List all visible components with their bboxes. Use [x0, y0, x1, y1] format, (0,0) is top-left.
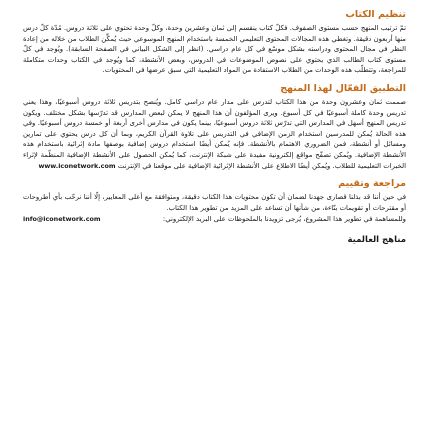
section-body-text: صممت ثمان وعشرون وحدة من هذا الكتاب لتدرس على مدار عام دراسي كامل. ويُنصح بتدريس ثلاثة دروس أسبوعيًا، وهذا يعني تدريس وحدة كاملة أسبوعيًا في كل أسبوع. ويرى المؤلفون أن هذا المنهج لا يمكن لبعض المدارس قد تدرّسها بشكل مختلف. ويكون تدريس المنهج أسهل في المدارس التي تدرّس ثلاثة دروس أسبوعيًا، بينما يكون في مدارس أخرى أربعة أو خمسة دروس أسبوعيًا. وفي هذه الحالة يُمكن للمدرسين استخدام الزمن الإضافي في التدريس على تلاوة القرآن الكريم، وبما أن كل درس يحتوي على تمارين ومسائل أو أنشطة، فمن الضروري الاهتمام بالأنشطة. فإنه يُمكن أيضًا استخدام دروس إضافية بوصفها مادة إثرائية باستخدام هذه الأنشطة الإضافية. ويُمكن تصفّح مواقع إلكترونية مفيدة على شبكة الإنترنت، كما يُمكن الحصول على الأنشطة الإضافية المنظّمة لإثراء الخبرات التعليمية للطلاب. ويُمكن أيضًا الاطلاع على الأنشطة الإثرائية الإضافية على موقعنا في الإنترنت — [23, 97, 406, 170]
section-effective-application — [23, 82, 406, 171]
section-heading: التطبيق الفعّال لهذا المنهج — [280, 82, 406, 94]
contact-text: وللمساهمة في تطوير هذا المشروع، يُرجى تزويدنا بالملحوظات على البريد الإلكتروني: — [162, 215, 406, 224]
section-heading: مراجعة وتقييم — [338, 178, 406, 190]
document-page — [23, 8, 406, 424]
contact-email-link[interactable]: info@iconetwork.com — [23, 215, 101, 224]
section-body: في حين أننا قد بذلنا قصارى جهدنا لضمان أن تكون محتويات هذا الكتاب دقيقة، ومتوافقة مع أعلى المعايير، إلّا أننا نرحّب بأي أطروحات أو مقترحات أو تقويمات بنّاءة، من شأنها أن تساعد على المزيد من تطوير هذا الكتاب. — [23, 193, 406, 212]
section-book-organization — [23, 8, 406, 76]
section-body — [23, 97, 406, 171]
section-review-evaluation — [23, 177, 406, 225]
section-heading: تنظيم الكتاب — [345, 9, 406, 20]
publisher-signature: مناهج العالمية — [347, 234, 406, 245]
website-link[interactable]: www.iconetwork.com — [38, 161, 116, 170]
contact-line — [23, 214, 406, 225]
section-body: تمّ ترتيب المنهج حسب مستوى الصفوف. فكلّ كتاب ينقسم إلى ثمان وعشرين وحدة، وكلّ وحدة تحتوي على ثلاثة دروس. مُدّة كلّ درس منها أربعون دقيقة. وتغطي هذه المجالات المحتوى التعليمي الخمسة باستخدام المنهج الموسوعي حيث يُمكِّن الطلاب من خلاله من إعادة النظر في مجال المحتوى ودراسته بشكل موسّع في كل عام دراسي. (انظر إلى الشكل البياني في الصفحة السابقة). ويُوجد في كلّ مستوى كتاب الطالب الذي يحتوي على نصوص الموضوعات في الدروس، وبعض الأنشطة، كما ويُوجد في الكتاب وحدات متكاملة للمراجعة، وتتطلّب هذه الوحدات من الطلاب الاستفادة من المواد التعليمية التي سبق عرضها في المحتويات. — [23, 24, 406, 75]
